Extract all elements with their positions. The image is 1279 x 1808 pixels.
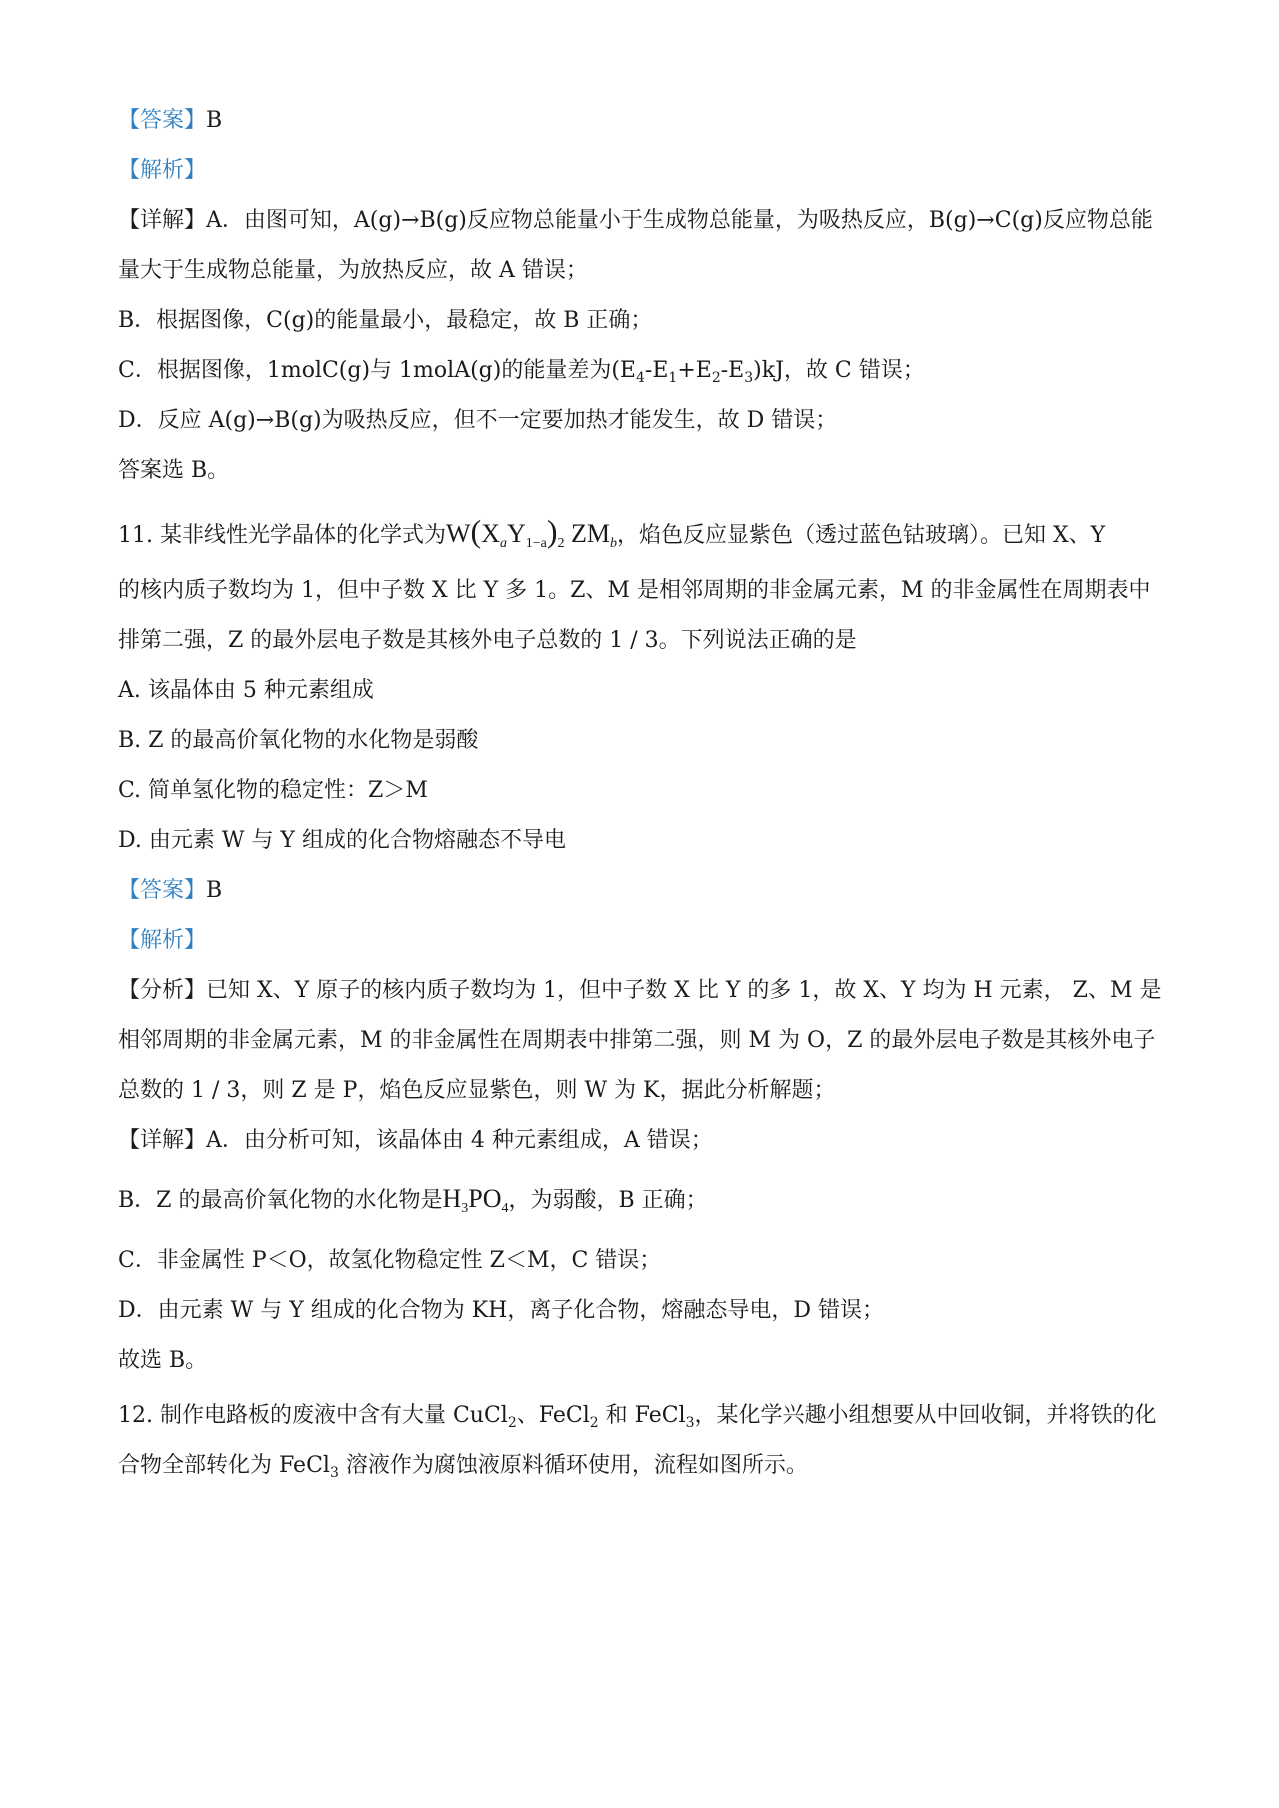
detail-tag: 【详解】 bbox=[118, 208, 207, 233]
stem-text: ，焰色反应显紫色（透过蓝色钴玻璃）。已知 X、Y bbox=[617, 523, 1106, 548]
q11-analysis-line2: 相邻周期的非金属元素，M 的非金属性在周期表中排第二强，则 M 为 O，Z 的最外层电子数是其核外电子 bbox=[118, 1028, 1156, 1053]
q10-conclusion: 答案选 B。 bbox=[118, 458, 230, 483]
chemical-formula bbox=[445, 513, 618, 551]
q10-detail-c bbox=[118, 356, 925, 386]
q11-option-c: C. 简单氢化物的稳定性：Z＞M bbox=[118, 778, 428, 803]
q11-stem-line3: 排第二强，Z 的最外层电子数是其核外电子总数的 1 / 3。下列说法正确的是 bbox=[118, 628, 857, 653]
detail-c-text: -E bbox=[644, 358, 669, 383]
answer-tag: 【答案】 bbox=[118, 878, 207, 903]
formula-part: X bbox=[481, 519, 500, 548]
subscript: 3 bbox=[685, 1415, 695, 1431]
subscript: 3 bbox=[329, 1465, 339, 1481]
stem-text: 12. 制作电路板的废液中含有大量 CuCl bbox=[118, 1403, 508, 1428]
q11-conclusion: 故选 B。 bbox=[118, 1348, 208, 1373]
subscript: 1 bbox=[668, 370, 678, 386]
q11-option-d: D. 由元素 W 与 Y 组成的化合物熔融态不导电 bbox=[118, 828, 566, 853]
q11-answer-line bbox=[118, 876, 222, 906]
q10-detail-a-line2: 量大于生成物总能量，为放热反应，故 A 错误； bbox=[118, 258, 588, 283]
subscript: b bbox=[610, 536, 618, 551]
detail-b-text: ，为弱酸，B 正确； bbox=[508, 1188, 708, 1213]
formula-part: ( bbox=[470, 513, 482, 549]
detail-tag: 【详解】 bbox=[118, 1128, 207, 1153]
formula-part: H bbox=[442, 1184, 462, 1213]
q11-option-a: A. 该晶体由 5 种元素组成 bbox=[118, 678, 374, 703]
q11-detail-c: C．非金属性 P＜O，故氢化物稳定性 Z＜M，C 错误； bbox=[118, 1248, 662, 1273]
chemical-formula bbox=[442, 1184, 509, 1216]
detail-a-text: A．由分析可知，该晶体由 4 种元素组成，A 错误； bbox=[206, 1128, 713, 1153]
stem-text: ，某化学兴趣小组想要从中回收铜，并将铁的化 bbox=[694, 1403, 1157, 1428]
formula-part: PO bbox=[468, 1184, 502, 1213]
q11-analysis-tag bbox=[118, 926, 206, 956]
detail-c-text: +E bbox=[677, 358, 712, 383]
q12-stem-line2 bbox=[118, 1451, 808, 1481]
subscript: 3 bbox=[461, 1201, 469, 1216]
subscript: 1−a bbox=[525, 536, 547, 551]
q10-detail-b: B．根据图像，C(g)的能量最小，最稳定，故 B 正确； bbox=[118, 308, 653, 333]
subscript: 3 bbox=[744, 370, 754, 386]
q10-answer-line bbox=[118, 106, 222, 136]
q11-analysis-line1 bbox=[118, 976, 1161, 1006]
subscript: 4 bbox=[635, 370, 645, 386]
q11-detail-b bbox=[118, 1184, 708, 1216]
analysis-lead: 【分析】 bbox=[118, 978, 207, 1003]
subscript: 2 bbox=[507, 1415, 517, 1431]
q11-option-b: B. Z 的最高价氧化物的水化物是弱酸 bbox=[118, 728, 479, 753]
detail-a-text: A．由图可知，A(g)→B(g)反应物总能量小于生成物总能量，为吸热反应，B(g)→C(g)反应物总能 bbox=[206, 208, 1153, 233]
q10-detail-a-line1 bbox=[118, 206, 1153, 236]
q11-analysis-line3: 总数的 1 / 3，则 Z 是 P，焰色反应显紫色，则 W 为 K，据此分析解题； bbox=[118, 1078, 836, 1103]
formula-part: ) bbox=[546, 513, 558, 549]
q10-detail-d: D．反应 A(g)→B(g)为吸热反应，但不一定要加热才能发生，故 D 错误； bbox=[118, 408, 838, 433]
subscript: 2 bbox=[557, 536, 565, 551]
detail-b-text: B．Z 的最高价氧化物的水化物是 bbox=[118, 1188, 443, 1213]
subscript: 4 bbox=[501, 1201, 509, 1216]
detail-c-text: -E bbox=[720, 358, 745, 383]
formula-part: ZM bbox=[571, 519, 611, 548]
q12-stem-line1 bbox=[118, 1401, 1157, 1431]
answer-value: B bbox=[206, 878, 223, 903]
stem-text: 溶液作为腐蚀液原料循环使用，流程如图所示。 bbox=[338, 1453, 808, 1478]
stem-text: 合物全部转化为 FeCl bbox=[118, 1453, 330, 1478]
formula-part: Y bbox=[506, 519, 526, 548]
analysis-text: 已知 X、Y 原子的核内质子数均为 1，但中子数 X 比 Y 的多 1，故 X、Y 均为 H 元素， Z、M 是 bbox=[206, 978, 1162, 1003]
analysis-tag: 【解析】 bbox=[118, 928, 207, 953]
detail-c-text: )kJ，故 C 错误； bbox=[753, 358, 925, 383]
q11-stem-line2: 的核内质子数均为 1，但中子数 X 比 Y 多 1。Z、M 是相邻周期的非金属元素，M 的非金属性在周期表中 bbox=[118, 578, 1151, 603]
q11-detail-a bbox=[118, 1126, 713, 1156]
analysis-tag: 【解析】 bbox=[118, 158, 207, 183]
subscript: a bbox=[499, 536, 507, 551]
detail-c-text: C．根据图像，1molC(g)与 1molA(g)的能量差为(E bbox=[118, 358, 636, 383]
stem-text: 和 FeCl bbox=[598, 1403, 686, 1428]
answer-tag: 【答案】 bbox=[118, 108, 207, 133]
answer-value: B bbox=[206, 108, 223, 133]
q11-detail-d: D．由元素 W 与 Y 组成的化合物为 KH，离子化合物，熔融态导电，D 错误； bbox=[118, 1298, 884, 1323]
subscript: 2 bbox=[711, 370, 721, 386]
q11-stem-line1 bbox=[118, 513, 1106, 551]
formula-part: W bbox=[445, 519, 471, 548]
stem-text: 、FeCl bbox=[516, 1403, 590, 1428]
subscript: 2 bbox=[589, 1415, 599, 1431]
q10-analysis-tag bbox=[118, 156, 206, 186]
stem-text: 11. 某非线性光学晶体的化学式为 bbox=[118, 523, 446, 548]
